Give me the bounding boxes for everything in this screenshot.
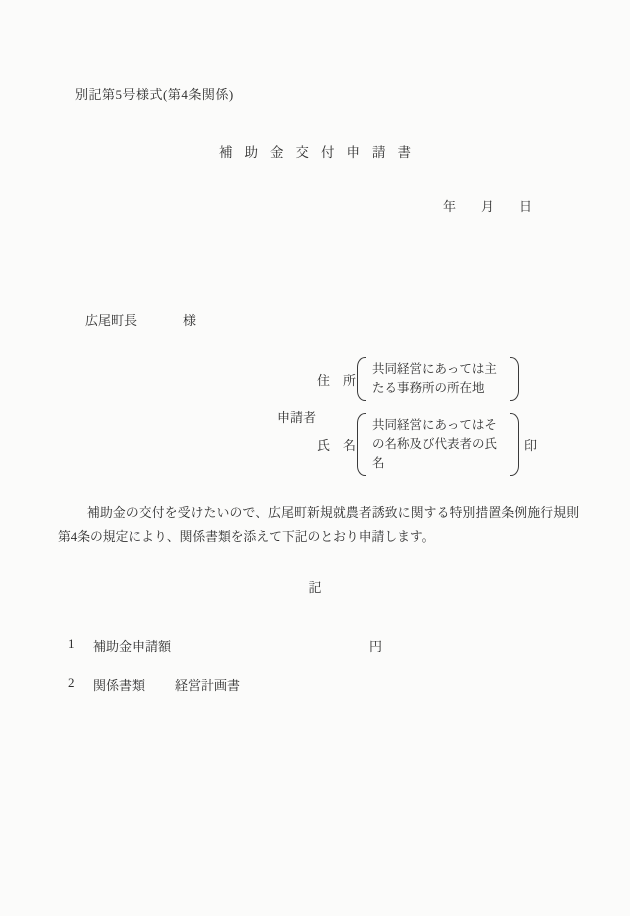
date-day-label: 日 — [519, 199, 533, 214]
body-paragraph: 補助金の交付を受けたいので、広尾町新規就農者誘致に関する特別措置条例施行規則第4条の規定により、関係書類を添えて下記のとおり申請します。 — [58, 506, 579, 544]
addressee-line — [85, 310, 196, 329]
list-item — [0, 675, 630, 693]
item-number: 1 — [68, 636, 75, 651]
list-item — [0, 636, 630, 654]
item-label: 関係書類 — [93, 678, 146, 693]
left-bracket — [357, 413, 366, 476]
item-label: 補助金申請額 — [93, 639, 172, 654]
name-note — [366, 413, 510, 476]
left-bracket — [357, 357, 366, 401]
item-value: 経営計画書 — [175, 678, 241, 693]
addressee-honorific: 様 — [183, 313, 197, 328]
name-note-line: 共同経営にあってはそ — [372, 418, 497, 432]
name-note-line: 名 — [372, 456, 385, 470]
item-number: 2 — [68, 675, 75, 690]
date-month-label: 月 — [481, 199, 495, 214]
item-value: 円 — [369, 639, 383, 654]
name-field-label: 氏 名 — [317, 438, 357, 453]
addressee-name: 広尾町長 — [85, 313, 138, 328]
seal-mark: 印 — [524, 438, 538, 453]
right-bracket — [510, 357, 519, 401]
address-field-label: 住 所 — [317, 372, 357, 388]
form-number: 別記第5号様式(第4条関係) — [75, 87, 234, 102]
name-note-line: の名称及び代表者の氏 — [372, 437, 498, 451]
address-note-line: たる事務所の所在地 — [372, 381, 485, 395]
address-note-line: 共同経営にあっては主 — [372, 362, 497, 376]
page-title: 補助金交付申請書 — [219, 145, 423, 160]
applicant-name-row — [317, 413, 537, 476]
right-bracket — [510, 413, 519, 476]
applicant-block — [277, 357, 537, 476]
applicant-label: 申請者 — [277, 410, 317, 425]
applicant-address-row — [317, 357, 537, 401]
applicant-fields — [317, 357, 537, 476]
date-year-label: 年 — [443, 199, 457, 214]
date-line — [443, 196, 532, 215]
section-marker: 記 — [308, 580, 322, 595]
address-note — [366, 357, 510, 401]
